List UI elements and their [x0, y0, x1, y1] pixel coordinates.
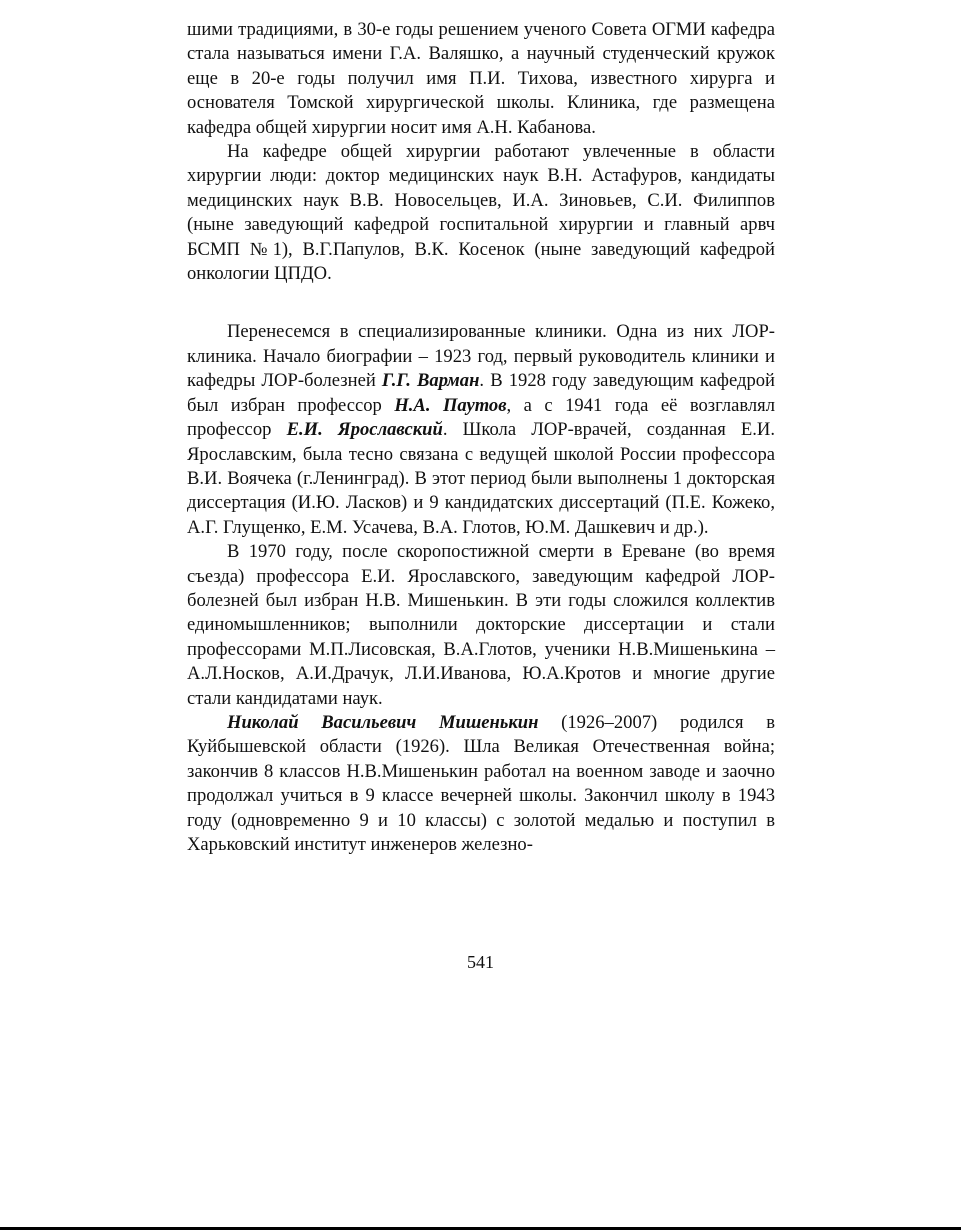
text-run: . В 1928 году заведующим кафедрой был избран профессор	[187, 370, 775, 416]
text-run: Перенесемся в специализированные клиники. Одна из них ЛОР-клиника. Начало биографии – 1923 год, первый руководитель клиники и кафедры ЛОР-болезней	[187, 321, 775, 392]
text-run: . Школа ЛОР-врачей, созданная Е.И. Ярославским, была тесно связана с ведущей школой России профессора В.И. Воячека (г.Ленинград). В этот период были выполнены 1 докторская диссертация (И.Ю. Ласков) и 9 кандидатских диссертаций (П.Е. Кожеко, А.Г. Глущенко, Е.М. Усачева, В.А. Глотов, Ю.М. Дашкевич и др.).	[187, 419, 775, 538]
text-run: (1926–2007) родился в Куйбышевской области (1926). Шла Великая Отечественная война; закончив 8 классов Н.В.Мишенькин работал на военном заводе и заочно продолжал учиться в 9 классе вечерней школы. Закончил школу в 1943 году (одновременно 9 и 10 классы) с золотой медалью и поступил в Харьковский институт инженеров железно-	[187, 711, 775, 855]
paragraph-general-surgery-staff: На кафедре общей хирургии работают увлеченные в области хирургии люди: доктор медицинских наук В.Н. Астафуров, кандидаты медицинских наук В.В. Новосельцев, И.А. Зиновьев, С.И. Филиппов (ныне заведующий кафедрой госпитальной хирургии и главный арвч БСМП №1), В.Г.Папулов, В.К. Косенок (ныне заведующий кафедрой онкологии ЦПДО.	[187, 141, 775, 285]
paragraph-continuation: шими традициями, в 30-е годы решением ученого Совета ОГМИ кафедра стала называться имени Г.А. Валяшко, а научный студенческий кружок еще в 20-е годы получил имя П.И. Тихова, известного хирурга и основателя Томской хирургической школы. Клиника, где размещена кафедра общей хирургии носит имя А.Н. Кабанова.	[187, 19, 775, 138]
person-name-mishenkin: Николай Васильевич Мишенькин	[227, 711, 539, 733]
page-number: 541	[467, 952, 494, 972]
paragraph-1970: В 1970 году, после скоропостижной смерти в Ереване (во время съезда) профессора Е.И. Ярославского, заведующим кафедрой ЛОР-болезней был избран Н.В. Мишенькин. В эти годы сложился коллектив единомышленников; выполнили докторские диссертации и стали профессорами М.П.Лисовская, В.А.Глотов, ученики Н.В.Мишенькина – А.Л.Носков, А.И.Драчук, Л.И.Иванова, Ю.А.Кротов и многие другие стали кандидатами наук.	[187, 541, 775, 709]
paragraph-ent-clinic-history	[187, 320, 775, 540]
person-name-varman: Г.Г. Варман	[381, 370, 480, 392]
paragraph-mishenkin-bio	[187, 711, 775, 857]
person-name-yaroslavsky: Е.И. Ярославский	[286, 419, 443, 441]
body-text	[187, 18, 775, 857]
text-run: , а с 1941 года её возглавлял профессор	[187, 394, 776, 441]
person-name-pautov: Н.А. Паутов	[394, 394, 507, 416]
